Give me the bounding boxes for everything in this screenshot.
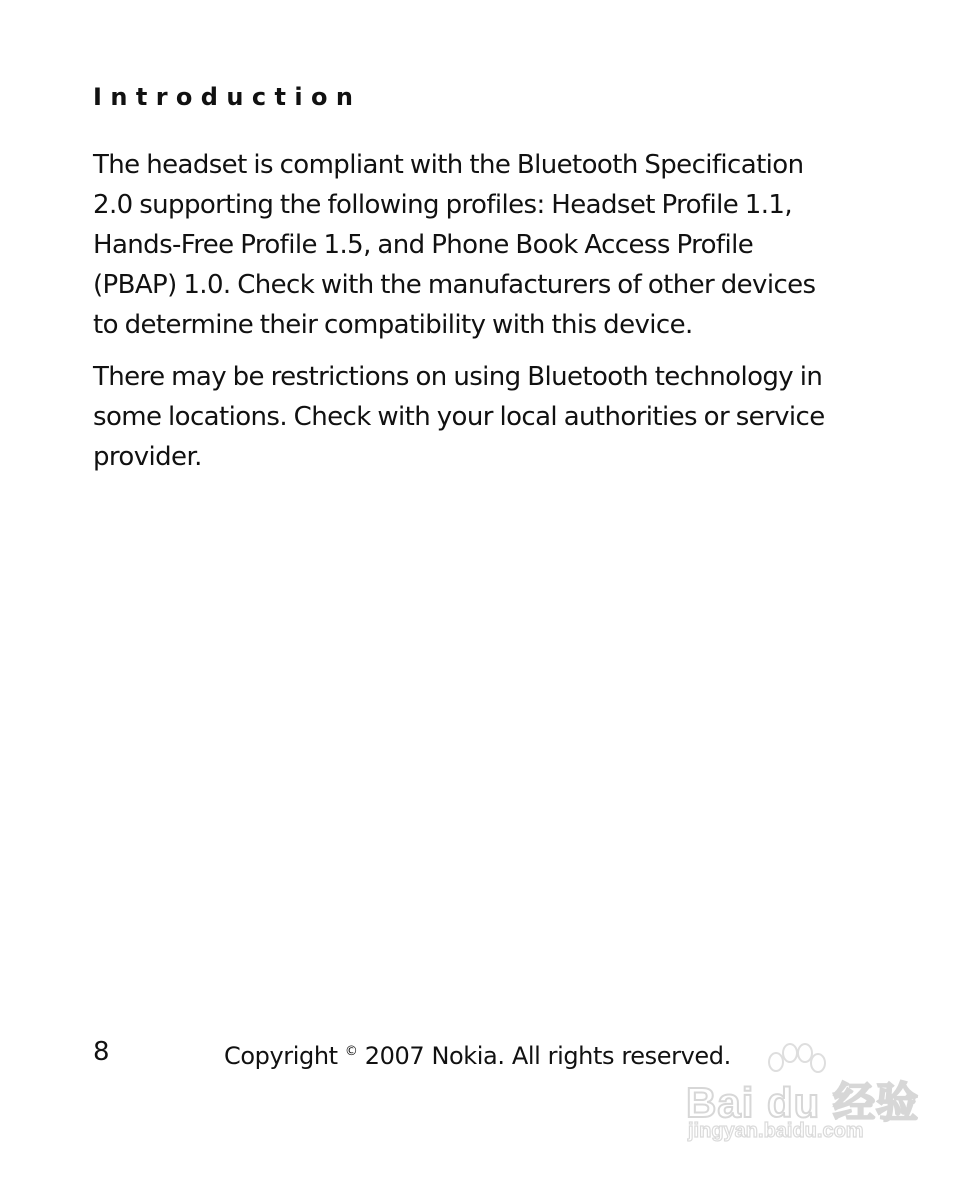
copyright-notice: [224, 1036, 731, 1072]
page-number: 8: [93, 1037, 110, 1067]
copyright-symbol: ©: [344, 1044, 358, 1059]
copyright-suffix: 2007 Nokia. All rights reserved.: [364, 1042, 731, 1070]
paragraph-line: The headset is compliant with the Bluetooth Specification: [93, 150, 804, 180]
baidu-watermark: [682, 1042, 920, 1152]
paragraph-line: provider.: [93, 442, 202, 472]
watermark-brand: Bai du 经验: [686, 1079, 920, 1126]
paragraph-line: to determine their compatibility with this device.: [93, 310, 693, 340]
paragraph-compatibility: [93, 145, 833, 345]
paragraph-line: Hands-Free Profile 1.5, and Phone Book Access Profile: [93, 230, 754, 260]
paragraph-line: (PBAP) 1.0. Check with the manufacturers of other devices: [93, 270, 816, 300]
paragraph-line: 2.0 supporting the following profiles: Headset Profile 1.1,: [93, 190, 792, 220]
paragraph-line: some locations. Check with your local authorities or service: [93, 402, 825, 432]
paragraph-line: There may be restrictions on using Bluetooth technology in: [93, 362, 823, 392]
watermark-url: jingyan.baidu.com: [688, 1120, 864, 1142]
copyright-prefix: Copyright: [224, 1042, 338, 1070]
paragraph-restrictions: [93, 357, 833, 477]
body-text: [93, 145, 833, 489]
section-title: Introduction: [93, 83, 362, 111]
